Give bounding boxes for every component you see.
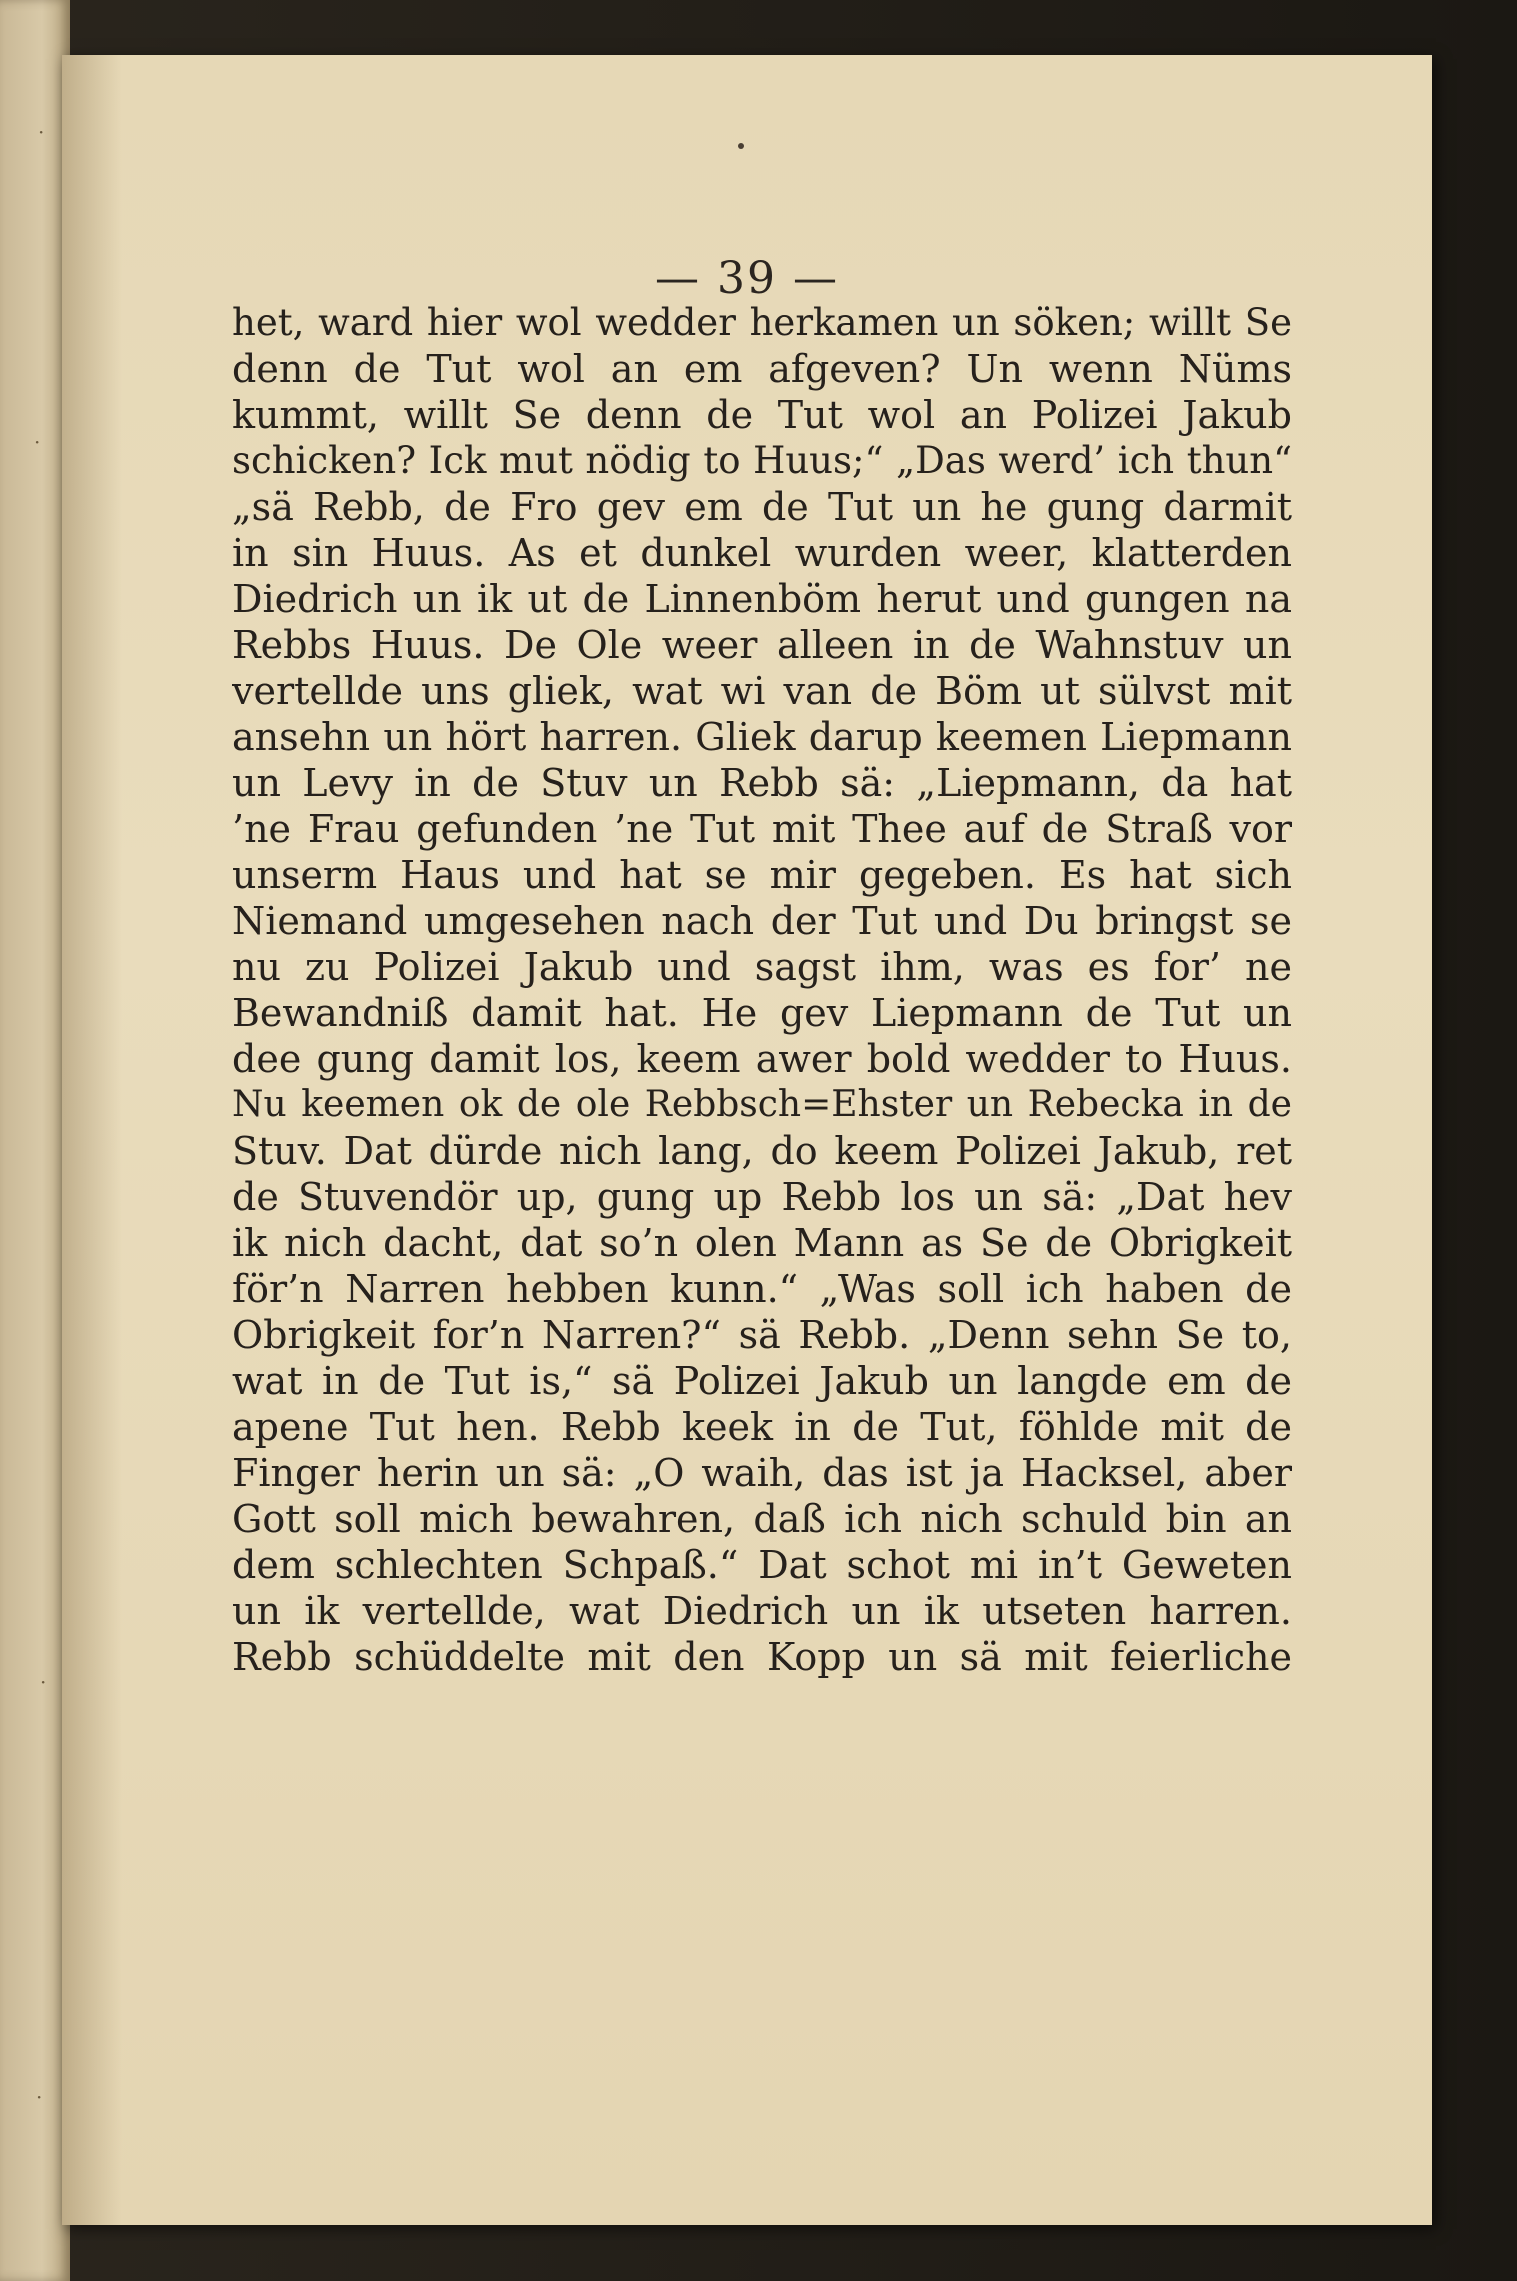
page-number: — 39 — (655, 253, 839, 304)
text-line: kummt, willt Se denn de Tut wol an Polizei Jakub (232, 393, 1292, 437)
margin-mark: · (36, 2085, 43, 2109)
margin-mark: · (40, 1670, 47, 1694)
text-line: de Stuvendör up, gung up Rebb los un sä: „Dat hev (232, 1175, 1292, 1219)
text-line: Bewandniß damit hat. He gev Liepmann de Tut un (232, 991, 1292, 1035)
text-line: „sä Rebb, de Fro gev em de Tut un he gung darmit (232, 485, 1292, 529)
text-line: nu zu Polizei Jakub und sagst ihm, was es for’ ne (232, 945, 1292, 989)
text-line: Stuv. Dat dürde nich lang, do keem Polizei Jakub, ret (232, 1129, 1292, 1173)
text-line: apene Tut hen. Rebb keek in de Tut, föhlde mit de (232, 1405, 1292, 1449)
text-line: in sin Huus. As et dunkel wurden weer, klatterden (232, 531, 1292, 575)
text-line: Niemand umgesehen nach der Tut und Du bringst se (232, 899, 1292, 943)
text-line: Nu keemen ok de ole Rebbsch=Ehster un Rebecka in de (232, 1084, 1292, 1125)
text-line: un ik vertellde, wat Diedrich un ik utseten harren. (232, 1589, 1292, 1633)
text-line: för’n Narren hebben kunn.“ „Was soll ich haben de (232, 1267, 1292, 1311)
text-line: unserm Haus und hat se mir gegeben. Es hat sich (232, 853, 1292, 897)
text-line: Rebb schüddelte mit den Kopp un sä mit feierliche (232, 1635, 1292, 1679)
text-line: ansehn un hört harren. Gliek darup keemen Liepmann (232, 715, 1292, 759)
text-line: un Levy in de Stuv un Rebb sä: „Liepmann, da hat (232, 761, 1292, 805)
text-line: Diedrich un ik ut de Linnenböm herut und gungen na (232, 577, 1292, 621)
facing-page-edge (0, 0, 70, 2281)
text-line: dem schlechten Schpaß.“ Dat schot mi in’t Geweten (232, 1543, 1292, 1587)
text-line: ’ne Frau gefunden ’ne Tut mit Thee auf de Straß vor (232, 807, 1292, 851)
text-line: het, ward hier wol wedder herkamen un söken; willt Se (232, 301, 1292, 344)
text-line: vertellde uns gliek, wat wi van de Böm ut sülvst mit (232, 669, 1292, 713)
text-line: dee gung damit los, keem awer bold wedder to Huus. (232, 1037, 1292, 1081)
text-line: Obrigkeit for’n Narren?“ sä Rebb. „Denn sehn Se to, (232, 1313, 1292, 1357)
text-line: denn de Tut wol an em afgeven? Un wenn Nüms (232, 347, 1292, 391)
book-page (62, 55, 1432, 2225)
text-line: wat in de Tut is,“ sä Polizei Jakub un langde em de (232, 1359, 1292, 1403)
text-line: Rebbs Huus. De Ole weer alleen in de Wahnstuv un (232, 623, 1292, 667)
paper-speck (738, 143, 744, 149)
text-line: Gott soll mich bewahren, daß ich nich schuld bin an (232, 1497, 1292, 1541)
margin-mark: · (34, 430, 41, 454)
text-line: schicken? Ick mut nödig to Huus;“ „Das werd’ ich thun“ (232, 439, 1292, 482)
text-line: Finger herin un sä: „O waih, das ist ja Hacksel, aber (232, 1451, 1292, 1495)
margin-mark: · (38, 120, 45, 144)
body-text (232, 300, 1292, 1680)
text-line: ik nich dacht, dat so’n olen Mann as Se de Obrigkeit (232, 1221, 1292, 1265)
